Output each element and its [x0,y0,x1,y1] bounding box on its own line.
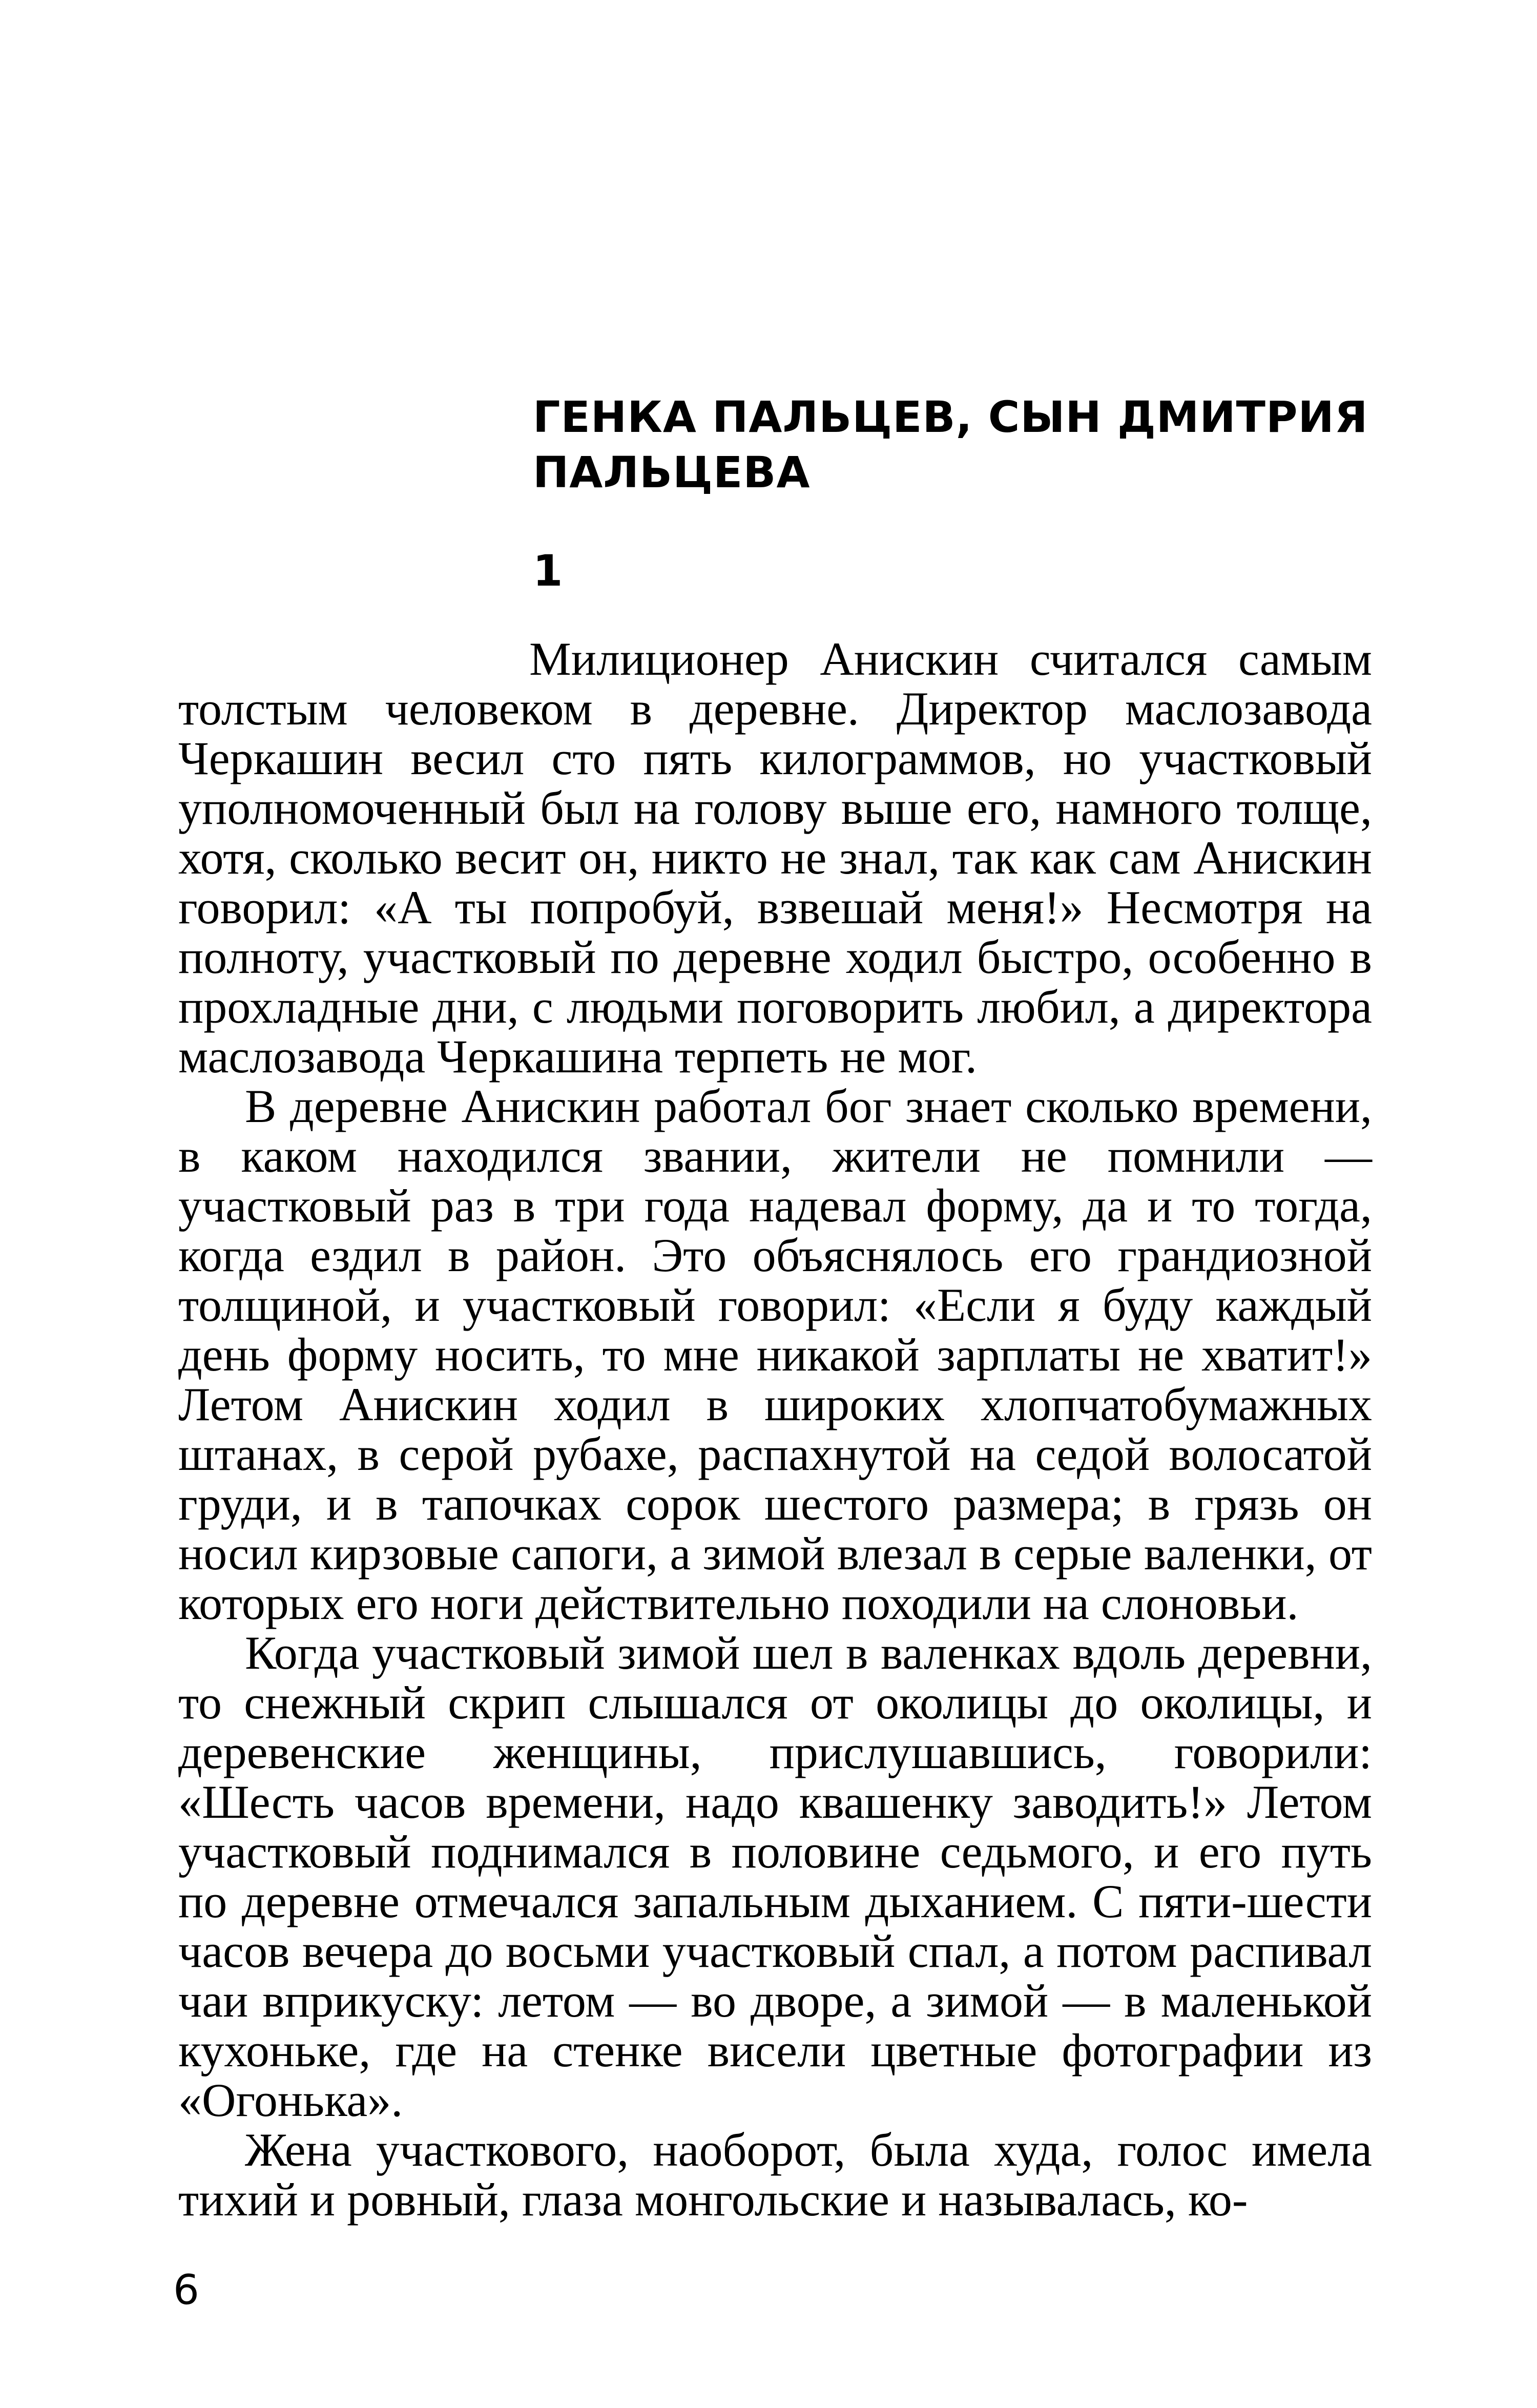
body-text [178,634,1372,2225]
chapter-title: ГЕНКА ПАЛЬЦЕВ, СЫН ДМИТРИЯ ПАЛЬЦЕВА [533,392,1368,497]
paragraph-2: В деревне Анискин работал бог знает сколько времени, в каком находился звании, жители не помнили — участковый раз в три года надевал форму, да и то тогда, когда ездил в район. Это объяснялось его грандиозной толщиной, и участковый говорил: «Если я буду каждый день форму носить, то мне никакой зарплаты не хватит!» Летом Анискин ходил в широких хлопчатобумажных штанах, в серой рубахе, распахнутой на седой волосатой груди, и в тапочках сорок шестого размера; в грязь он носил кирзовые сапоги, а зимой влезал в серые валенки, от которых его ноги действительно походили на слоновьи. [178,1080,1372,1629]
paragraph-3: Когда участковый зимой шел в валенках вдоль деревни, то снежный скрип слышался от околицы до околицы, и деревенские женщины, прислушавшись, говорили: «Шесть часов времени, надо квашенку заводить!» Летом участковый поднимался в половине седьмого, и его путь по деревне отмечался запальным дыханием. С пяти-шести часов вечера до восьми участковый спал, а потом распивал чаи вприкуску: летом — во дворе, а зимой — в маленькой кухоньке, где на стенке висели цветные фотографии из «Огонька». [178,1627,1372,2126]
page-number: 6 [173,2266,199,2314]
paragraph-1: Милиционер Анискин считался самым толстым человеком в деревне. Директор маслозавода Черкашин весил сто пять килограммов, но участковый уполномоченный был на голову выше его, намного толще, хотя, сколько весит он, никто не знал, так как сам Анискин говорил: «А ты попробуй, взвешай меня!» Несмотря на полноту, участковый по деревне ходил быстро, особенно в прохладные дни, с людьми поговорить любил, а директора маслозавода Черкашина терпеть не мог. [178,633,1372,1083]
section-number: 1 [533,546,563,596]
paragraph-4: Жена участкового, наоборот, была худа, голос имела тихий и ровный, глаза монгольские и называлась, ко- [178,2124,1372,2226]
